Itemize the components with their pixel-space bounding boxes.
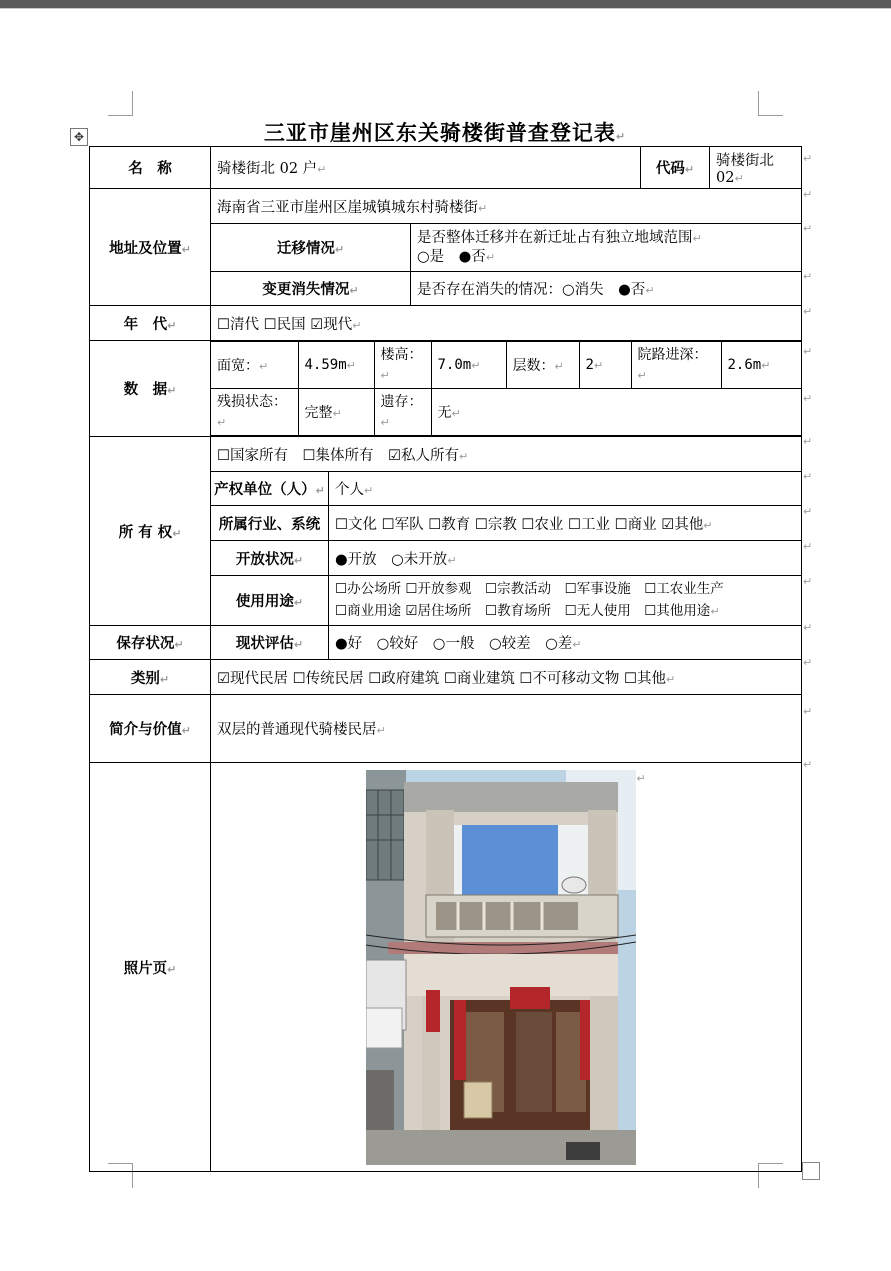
margin-mark-top-right xyxy=(758,91,783,116)
data-grid xyxy=(211,341,802,436)
address-label: 地址及位置↵ xyxy=(90,189,211,306)
relocation-options[interactable]: ○是 ●否↵ xyxy=(417,248,496,265)
relic-label: 遗存：↵ xyxy=(374,389,431,436)
use-options-line-1[interactable]: ☐办公场所 ☐开放参观 ☐宗教活动 ☐军事设施 ☐工农业生产 xyxy=(335,581,724,597)
relic-value[interactable]: 无↵ xyxy=(431,389,801,436)
height-label: 楼高：↵ xyxy=(374,342,431,389)
ownership-label: 所 有 权↵ xyxy=(90,437,211,626)
registration-form xyxy=(89,146,802,1172)
height-value[interactable]: 7.0m↵ xyxy=(431,342,506,389)
era-options[interactable]: ☐清代 ☐民国 ☑现代↵ xyxy=(211,306,802,341)
floors-value[interactable]: 2↵ xyxy=(579,342,631,389)
end-of-cell-icon xyxy=(802,1162,820,1180)
address-value[interactable]: 海南省三亚市崖州区崖城镇城东村骑楼街↵ xyxy=(211,189,802,224)
name-label: 名 称 xyxy=(90,147,211,189)
change-label: 变更消失情况↵ xyxy=(211,272,411,306)
window-separator xyxy=(0,8,891,9)
industry-label: 所属行业、系统 xyxy=(211,506,329,541)
building-photo xyxy=(366,770,636,1165)
evaluation-label: 现状评估↵ xyxy=(211,626,329,660)
open-options[interactable]: ●开放 ○未开放↵ xyxy=(329,541,802,576)
page-title: 三亚市崖州区东关骑楼街普查登记表↵ xyxy=(263,120,627,145)
photo-label: 照片页↵ xyxy=(90,763,211,1172)
relocation-value[interactable] xyxy=(411,224,802,272)
data-cell xyxy=(211,341,802,437)
intro-label: 简介与价值↵ xyxy=(90,695,211,763)
use-options[interactable] xyxy=(329,576,802,626)
industry-options[interactable]: ☐文化 ☐军队 ☐教育 ☐宗教 ☐农业 ☐工业 ☐商业 ☑其他↵ xyxy=(329,506,802,541)
owner-label: 产权单位（人）↵ xyxy=(211,472,329,506)
intro-value[interactable]: 双层的普通现代骑楼民居↵ xyxy=(211,695,802,763)
change-value[interactable]: 是否存在消失的情况：○消失 ●否↵ xyxy=(411,272,802,306)
damage-value[interactable]: 完整↵ xyxy=(298,389,374,436)
floors-label: 层数：↵ xyxy=(506,342,579,389)
era-label: 年 代↵ xyxy=(90,306,211,341)
window-top-bar xyxy=(0,0,891,8)
code-label: 代码↵ xyxy=(641,147,710,189)
width-value[interactable]: 4.59m↵ xyxy=(298,342,374,389)
width-label: 面宽：↵ xyxy=(211,342,298,389)
open-label: 开放状况↵ xyxy=(211,541,329,576)
margin-mark-top-left xyxy=(108,91,133,116)
code-value[interactable]: 骑楼街北 02↵ xyxy=(710,147,802,189)
use-options-line-2[interactable]: ☐商业用途 ☑居住场所 ☐教育场所 ☐无人使用 ☐其他用途↵ xyxy=(335,603,720,619)
name-value[interactable]: 骑楼街北 02 户↵ xyxy=(211,147,641,189)
relocation-label: 迁移情况↵ xyxy=(211,224,411,272)
evaluation-options[interactable]: ●好 ○较好 ○一般 ○较差 ○差↵ xyxy=(329,626,802,660)
use-label: 使用用途↵ xyxy=(211,576,329,626)
data-label: 数 据↵ xyxy=(90,341,211,437)
ownership-types[interactable]: ☐国家所有 ☐集体所有 ☑私人所有↵ xyxy=(211,437,802,472)
preservation-label: 保存状况↵ xyxy=(90,626,211,660)
category-options[interactable]: ☑现代民居 ☐传统民居 ☐政府建筑 ☐商业建筑 ☐不可移动文物 ☐其他↵ xyxy=(211,660,802,695)
depth-value[interactable]: 2.6m↵ xyxy=(721,342,801,389)
category-label: 类别↵ xyxy=(90,660,211,695)
owner-value[interactable]: 个人↵ xyxy=(329,472,802,506)
photo-cell: ↵ xyxy=(211,763,802,1172)
relocation-question: 是否整体迁移并在新迁址占有独立地域范围↵ xyxy=(417,229,702,246)
depth-label: 院路进深：↵ xyxy=(631,342,721,389)
damage-label: 残损状态：↵ xyxy=(211,389,298,436)
table-move-handle-icon[interactable]: ✥ xyxy=(70,128,88,146)
